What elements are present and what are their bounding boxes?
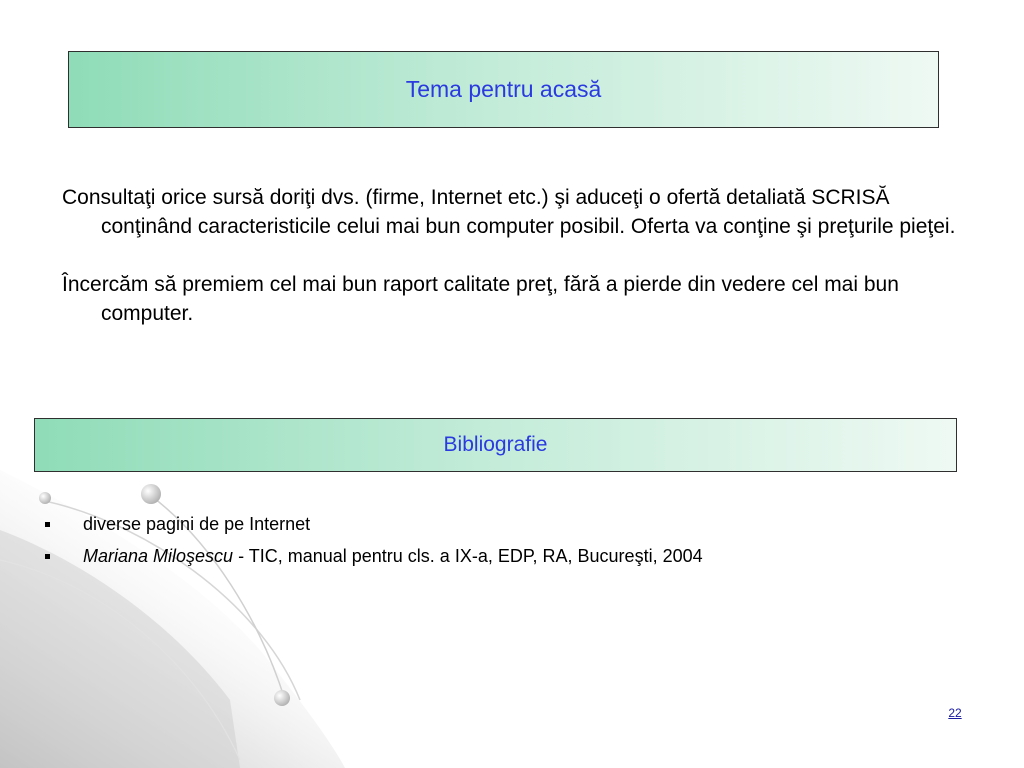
paragraph-award: Încercăm să premiem cel mai bun raport calitate preţ, fără a pierde din vedere cel mai bun computer. (62, 273, 899, 325)
square-bullet-icon (45, 522, 50, 527)
assignment-text (62, 183, 962, 357)
paragraph-offer: Consultaţi orice sursă doriţi dvs. (firme, Internet etc.) şi aduceţi o ofertă detaliată SCRISĂ conţinând caracteristicile celui mai bun computer posibil. Oferta va conţine şi preţurile pieţei. (62, 186, 956, 238)
square-bullet-icon (45, 554, 50, 559)
bibliography-list (44, 510, 944, 574)
slide-title: Tema pentru acasă (405, 76, 602, 102)
bibliography-item-author: Mariana Miloşescu (83, 546, 234, 566)
slide-title-banner (68, 51, 939, 128)
bibliography-item-text: - TIC, manual pentru cls. a IX-a, EDP, RA, Bucureşti, 2004 (233, 546, 703, 566)
list-item (44, 510, 944, 542)
bibliography-heading: Bibliografie (443, 433, 548, 456)
list-item (44, 542, 944, 574)
page-number: 22 (948, 706, 962, 720)
bibliography-item-text: diverse pagini de pe Internet (83, 514, 311, 534)
bibliography-banner (34, 418, 957, 472)
